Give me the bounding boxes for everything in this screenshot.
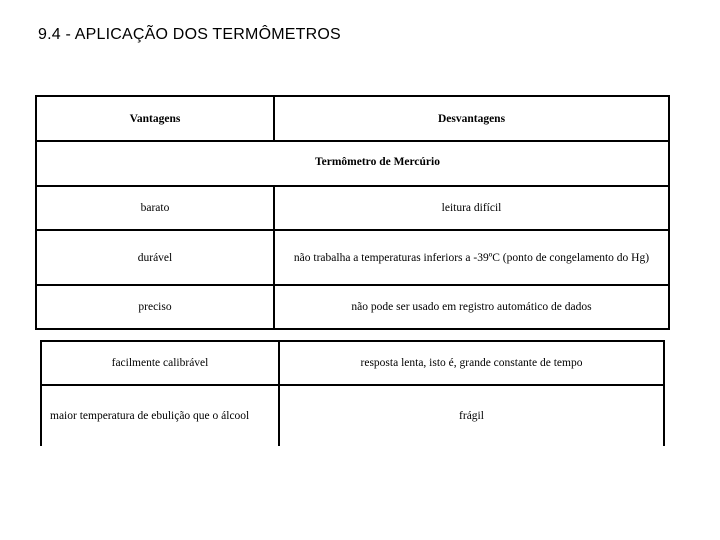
disadvantage-cell: não pode ser usado em registro automático de dados — [274, 285, 669, 329]
subheader-label: Termômetro de Mercúrio — [315, 155, 440, 168]
table-header-row — [36, 96, 669, 141]
table-row — [36, 230, 669, 285]
page-title: 9.4 - APLICAÇÃO DOS TERMÔMETROS — [38, 26, 341, 43]
disadvantage-cell: resposta lenta, isto é, grande constante de tempo — [279, 341, 664, 385]
table-subheader-row — [36, 141, 669, 186]
advantage-cell: maior temperatura de ebulição que o álcool — [41, 385, 279, 446]
disadvantage-cell: frágil — [279, 385, 664, 446]
subheader-cell — [36, 141, 669, 186]
table-row — [41, 385, 664, 446]
advantage-cell: durável — [36, 230, 274, 285]
comparison-table-top — [35, 95, 670, 330]
advantage-cell: barato — [36, 186, 274, 230]
table-row — [36, 285, 669, 329]
advantage-cell: facilmente calibrável — [41, 341, 279, 385]
header-desvantagens: Desvantagens — [274, 96, 669, 141]
header-vantagens: Vantagens — [36, 96, 274, 141]
disadvantage-cell: não trabalha a temperaturas inferiors a -39ºC (ponto de congelamento do Hg) — [274, 230, 669, 285]
advantage-cell: preciso — [36, 285, 274, 329]
table-row — [36, 186, 669, 230]
disadvantage-cell: leitura difícil — [274, 186, 669, 230]
table-row — [41, 341, 664, 385]
comparison-table-bottom — [40, 340, 665, 446]
